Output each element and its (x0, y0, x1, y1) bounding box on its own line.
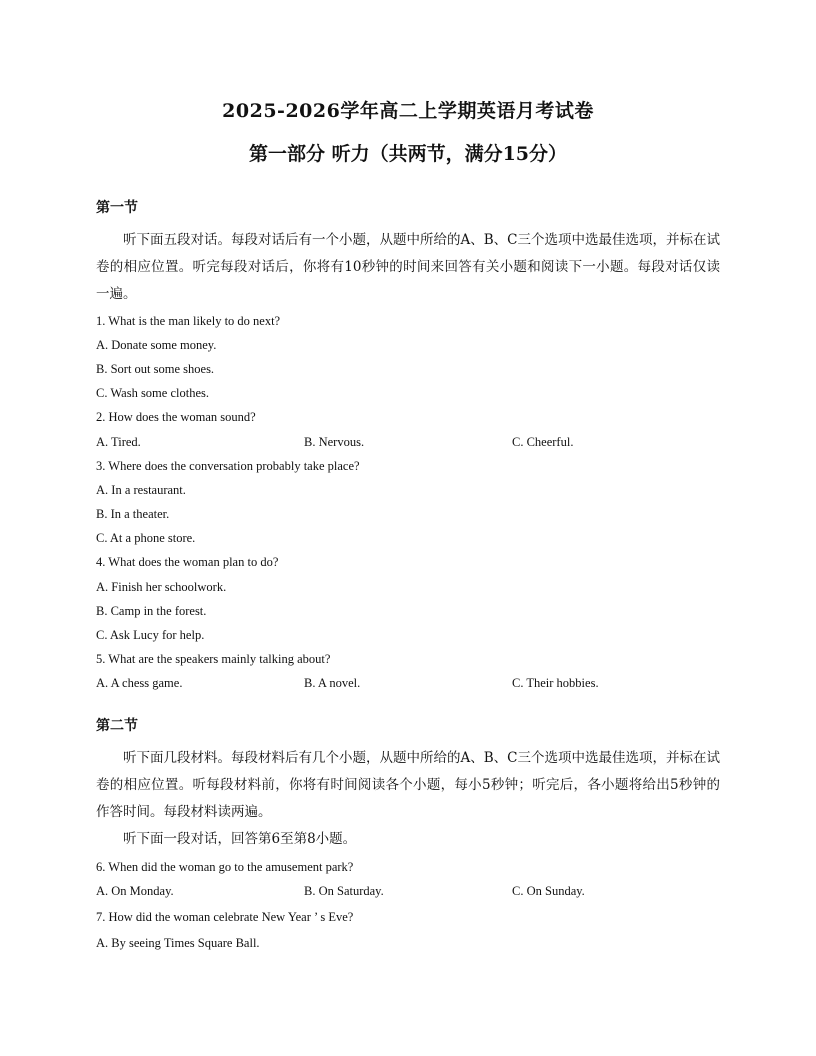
question-3-stem: 3. Where does the conversation probably take place? (96, 459, 360, 473)
question-3-option-a: A. In a restaurant. (96, 483, 186, 497)
question-2-option-c: C. Cheerful. (512, 435, 574, 449)
question-4-option-c: C. Ask Lucy for help. (96, 628, 205, 642)
part-title: 第一部分 听力（共两节，满分15分） (248, 143, 568, 165)
question-5-option-b: B. A novel. (304, 676, 361, 690)
question-4-option-a: A. Finish her schoolwork. (96, 580, 227, 594)
question-7-stem: 7. How did the woman celebrate New Year ’ s Eve? (96, 910, 354, 924)
section-2-sub-instruction: 听下面一段对话，回答第6至第8小题。 (123, 831, 357, 847)
question-1-stem: 1. What is the man likely to do next? (96, 314, 281, 328)
question-6-option-b: B. On Saturday. (304, 884, 384, 898)
question-6-option-c: C. On Sunday. (512, 884, 585, 898)
question-4-option-b: B. Camp in the forest. (96, 604, 207, 618)
question-3-option-b: B. In a theater. (96, 507, 170, 521)
section-1-heading: 第一节 (96, 200, 138, 216)
question-1-option-b: B. Sort out some shoes. (96, 362, 215, 376)
question-4-stem: 4. What does the woman plan to do? (96, 555, 279, 569)
section-1-instructions: 听下面五段对话。每段对话后有一个小题，从题中所给的A、B、C三个选项中选最佳选项，并标在试卷的相应位置。听完每段对话后，你将有10秒钟的时间来回答有关小题和阅读下一小题。每段对话仅读一遍。 (96, 232, 720, 302)
question-1-option-c: C. Wash some clothes. (96, 386, 209, 400)
question-6-option-a: A. On Monday. (96, 884, 174, 898)
question-3-option-c: C. At a phone store. (96, 531, 196, 545)
question-2-stem: 2. How does the woman sound? (96, 410, 256, 424)
question-7-option-a: A. By seeing Times Square Ball. (96, 936, 260, 950)
question-5-stem: 5. What are the speakers mainly talking about? (96, 652, 331, 666)
exam-title: 2025-2026学年高二上学期英语月考试卷 (222, 100, 594, 122)
question-1-option-a: A. Donate some money. (96, 338, 217, 352)
section-2-heading: 第二节 (96, 718, 138, 734)
question-2-option-a: A. Tired. (96, 435, 141, 449)
question-6-stem: 6. When did the woman go to the amusement park? (96, 860, 354, 874)
question-5-option-a: A. A chess game. (96, 676, 183, 690)
question-2-option-b: B. Nervous. (304, 435, 365, 449)
section-2-instructions: 听下面几段材料。每段材料后有几个小题，从题中所给的A、B、C三个选项中选最佳选项，并标在试卷的相应位置。听每段材料前，你将有时间阅读各个小题，每小5秒钟；听完后，各小题将给出5秒钟的作答时间。每段材料读两遍。 (96, 750, 720, 820)
question-5-option-c: C. Their hobbies. (512, 676, 599, 690)
